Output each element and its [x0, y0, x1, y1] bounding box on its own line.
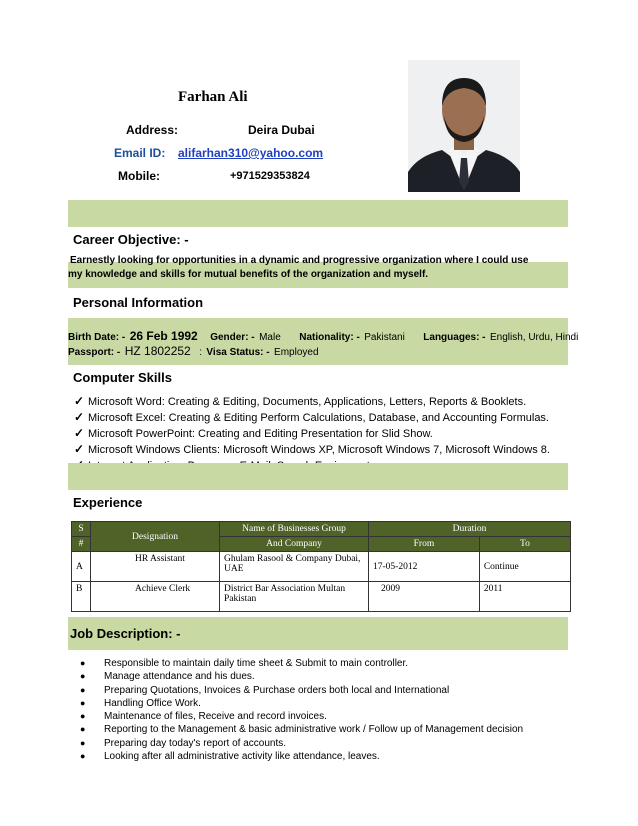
career-objective-line-2: my knowledge and skills for mutual benefits of the organization and myself.: [68, 269, 429, 280]
birth-date-label: Birth Date: -: [68, 332, 126, 343]
checkmark-icon: ✓: [74, 442, 85, 456]
mobile-value: +971529353824: [230, 170, 310, 182]
list-item: ● Handling Office Work.: [80, 697, 201, 709]
visa-status-label: Visa Status: -: [206, 347, 270, 358]
header-band: [68, 200, 568, 227]
skill-item: ✓ Microsoft Word: Creating & Editing, Documents, Applications, Letters, Reports & Booklets.: [74, 394, 527, 408]
skills-band: [68, 463, 568, 490]
job-description-title: Job Description: -: [70, 626, 181, 641]
skill-item: ✓ Microsoft Excel: Creating & Editing Perform Calculations, Database, and Accounting Formulas.: [74, 410, 549, 424]
address-label: Address:: [126, 123, 179, 137]
bullet-icon: ●: [80, 658, 86, 668]
passport-value: HZ 1802252: [124, 344, 191, 358]
bullet-icon: ●: [80, 697, 86, 708]
bullet-icon: ●: [80, 671, 86, 682]
sno-header-bottom: #: [72, 537, 91, 552]
computer-skills-list: [74, 393, 550, 473]
career-objective-line-1: Earnestly looking for opportunities in a dynamic and progressive organization where I could use: [70, 255, 529, 266]
business-header-top: Name of Businesses Group: [220, 522, 369, 537]
gender-value: Male: [259, 332, 281, 343]
checkmark-icon: ✓: [74, 394, 85, 408]
list-item: ● Preparing day today's report of accounts.: [80, 737, 287, 749]
bullet-icon: ●: [80, 751, 86, 762]
languages-value: English, Urdu, Hindi: [489, 332, 579, 343]
duration-header: Duration: [369, 522, 571, 537]
candidate-name: Farhan Ali: [178, 89, 248, 105]
bullet-icon: ●: [80, 711, 86, 722]
experience-table: [71, 521, 571, 612]
from-header: From: [369, 537, 480, 552]
nationality-label: Nationality: -: [299, 332, 360, 343]
passport-label: Passport: -: [68, 347, 121, 358]
computer-skills-title: Computer Skills: [73, 370, 172, 385]
designation-header: Designation: [91, 522, 220, 552]
sno-header-top: S: [72, 522, 91, 537]
bullet-icon: ●: [80, 737, 86, 748]
email-link[interactable]: alifarhan310@yahoo.com: [178, 146, 324, 160]
mobile-label: Mobile:: [118, 169, 160, 183]
list-item: ● Maintenance of files, Receive and record invoices.: [80, 711, 327, 723]
gender-label: Gender: -: [210, 332, 255, 343]
personal-info-title: Personal Information: [73, 295, 204, 310]
address-value: Deira Dubai: [248, 123, 315, 137]
list-item: ● Preparing Quotations, Invoices & Purchase orders both local and International: [80, 684, 450, 696]
list-item: ● Looking after all administrative activity like attendance, leaves.: [80, 751, 380, 763]
to-header: To: [479, 537, 570, 552]
visa-status-value: Employed: [274, 347, 319, 358]
skill-item: ✓ Microsoft Windows Clients: Microsoft Windows XP, Microsoft Windows 7, Microsoft Windows 8.: [74, 442, 550, 456]
checkmark-icon: ✓: [74, 426, 85, 440]
table-row: B Achieve Clerk District Bar Association Multan Pakistan 2009 2011: [72, 582, 571, 612]
bullet-icon: ●: [80, 724, 86, 735]
skill-item: ✓ Microsoft PowerPoint: Creating and Editing Presentation for Slid Show.: [74, 426, 433, 440]
bullet-icon: ●: [80, 684, 86, 695]
profile-photo: [408, 60, 520, 192]
email-label: Email ID:: [114, 146, 166, 160]
profile-photo-image: [408, 60, 520, 192]
career-objective-title: Career Objective: -: [73, 232, 189, 247]
personal-line-2: Passport: - HZ 1802252 : Visa Status: - Employed: [68, 344, 319, 358]
experience-title: Experience: [73, 495, 143, 510]
list-item: ● Responsible to maintain daily time sheet & Submit to main controller.: [80, 658, 409, 669]
nationality-value: Pakistani: [364, 332, 405, 343]
languages-label: Languages: -: [423, 332, 486, 343]
business-header-bottom: And Company: [220, 537, 369, 552]
table-row: A HR Assistant Ghulam Rasool & Company Dubai, UAE 17-05-2012 Continue: [72, 552, 571, 582]
birth-date-value: 26 Feb 1992: [129, 329, 198, 343]
job-description-list: [80, 657, 523, 763]
list-item: ● Manage attendance and his dues.: [80, 671, 255, 683]
list-item: ● Reporting to the Management & basic administrative work / Follow up of Management decision: [80, 724, 524, 736]
checkmark-icon: ✓: [74, 410, 85, 424]
